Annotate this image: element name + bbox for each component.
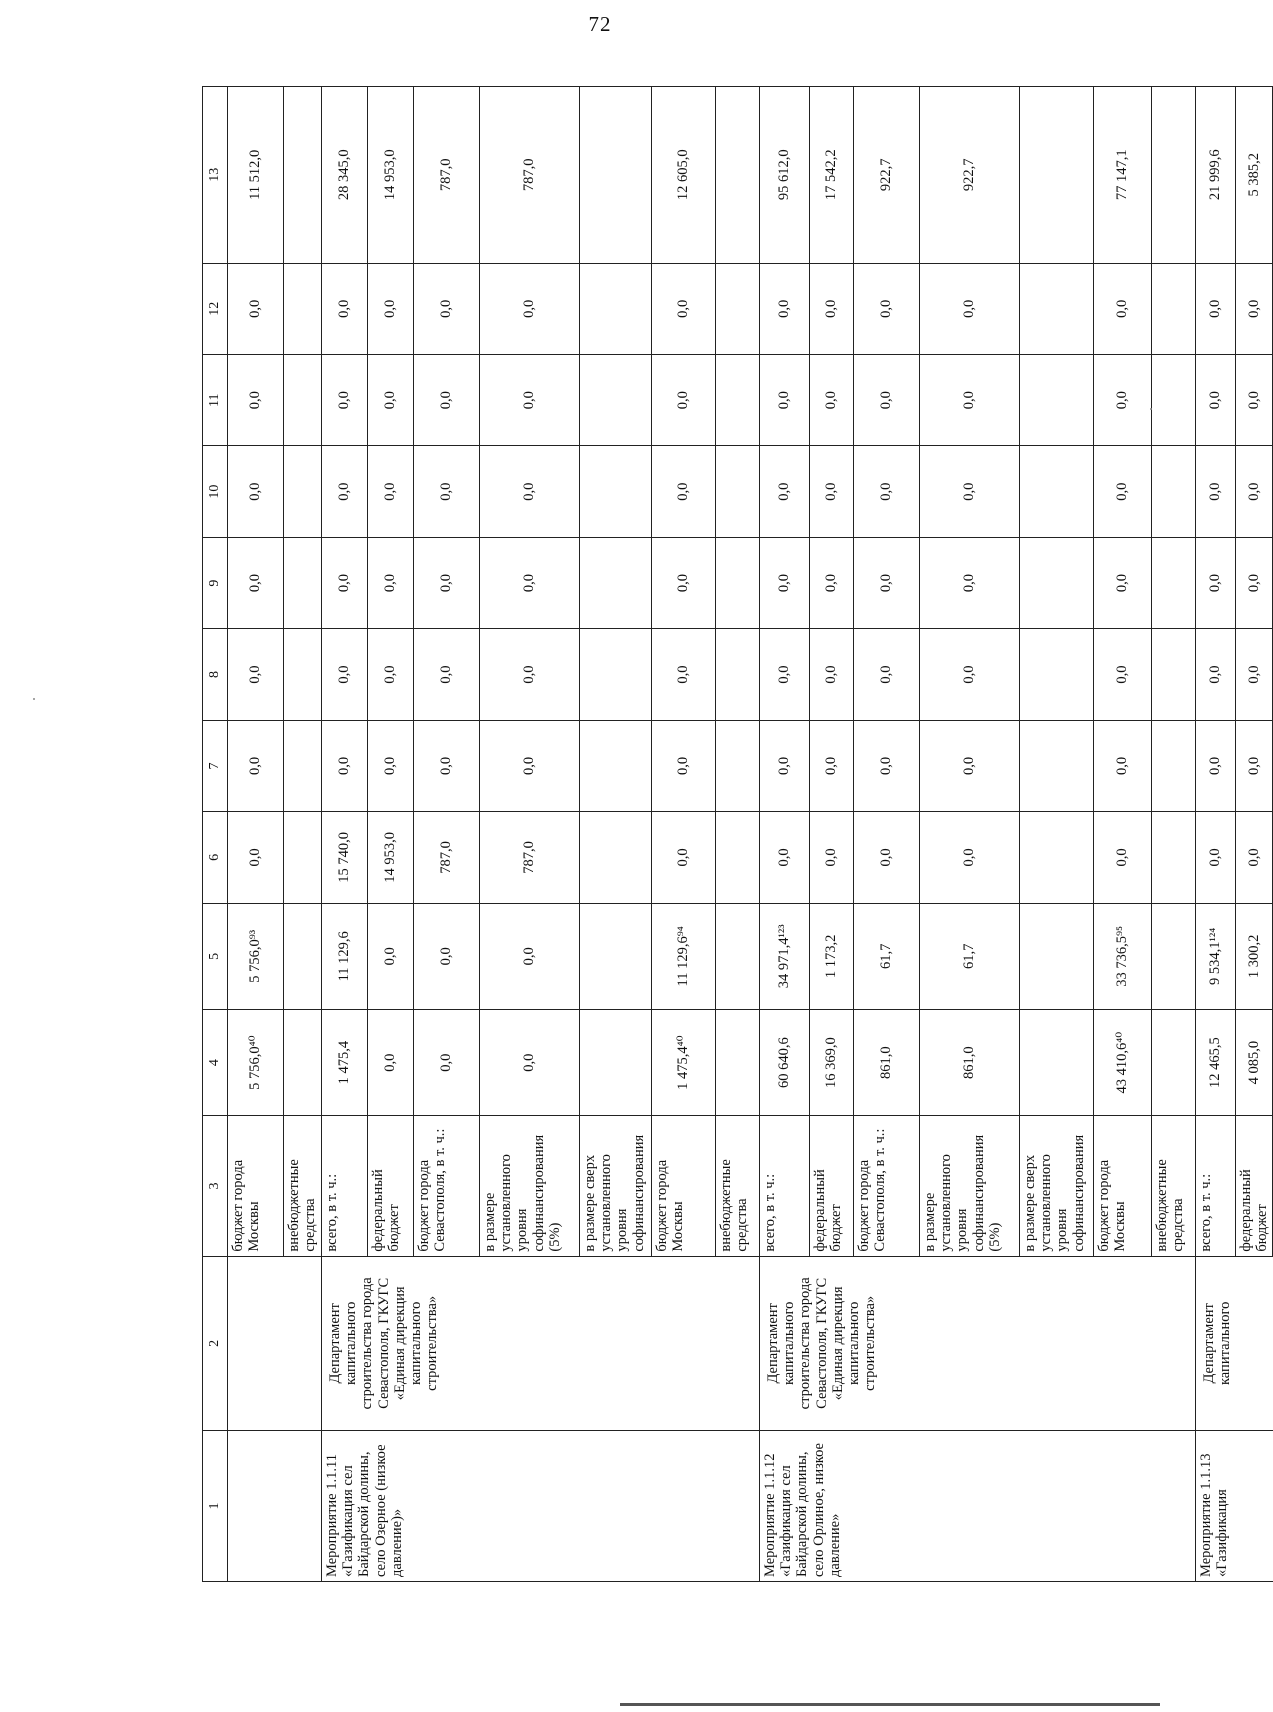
year-value-cell <box>1152 812 1196 903</box>
header-cell: 10 <box>203 446 228 537</box>
year-value-cell: 0,0 <box>228 263 284 354</box>
funding-source-cell: всего, в т. ч.: <box>1196 1116 1236 1256</box>
year-value-cell <box>284 263 322 354</box>
year-value-cell <box>1020 720 1094 811</box>
year-value-cell <box>716 1009 760 1115</box>
year-value-cell: 0,0 <box>414 537 480 628</box>
year-value-cell: 0,0 <box>480 720 580 811</box>
year-value-cell <box>284 1009 322 1115</box>
total-value-cell: 28 345,0 <box>322 87 368 264</box>
year-value-cell: 0,0 <box>920 537 1020 628</box>
year-value-cell <box>1152 629 1196 720</box>
year-value-cell <box>580 446 652 537</box>
year-value-cell: 0,0 <box>1236 537 1273 628</box>
year-value-cell: 0,0 <box>854 263 920 354</box>
year-value-cell: 0,0 <box>1196 720 1236 811</box>
year-value-cell: 0,0 <box>1196 263 1236 354</box>
year-value-cell: 0,0 <box>414 629 480 720</box>
year-value-cell <box>1020 812 1094 903</box>
year-value-cell: 0,0 <box>854 446 920 537</box>
rotated-table-container <box>202 86 1271 1582</box>
funding-source-cell: федеральный бюджет <box>1236 1116 1273 1256</box>
total-value-cell: 787,0 <box>414 87 480 264</box>
total-value-cell <box>1152 87 1196 264</box>
year-value-cell: 0,0 <box>1236 812 1273 903</box>
year-value-cell <box>716 355 760 446</box>
year-value-cell: 0,0 <box>480 446 580 537</box>
header-cell: 2 <box>203 1256 228 1430</box>
year-value-cell: 0,0 <box>414 263 480 354</box>
funding-source-cell: бюджет города Москвы <box>652 1116 716 1256</box>
year-value-cell: 1 173,2 <box>810 903 854 1009</box>
year-value-cell: 0,0 <box>1094 629 1152 720</box>
year-value-cell: 0,0 <box>1094 263 1152 354</box>
year-value-cell: 861,0 <box>920 1009 1020 1115</box>
total-value-cell <box>716 87 760 264</box>
year-value-cell: 0,0 <box>322 537 368 628</box>
year-value-cell: 0,0 <box>920 355 1020 446</box>
year-value-cell: 0,0 <box>1196 812 1236 903</box>
year-value-cell: 0,0 <box>368 903 414 1009</box>
year-value-cell: 9 534,1¹²⁴ <box>1196 903 1236 1009</box>
year-value-cell: 0,0 <box>368 263 414 354</box>
table-row <box>322 87 368 1582</box>
total-value-cell: 21 999,6 <box>1196 87 1236 264</box>
funding-source-cell: бюджет города Севастополя, в т. ч.: <box>414 1116 480 1256</box>
measure-name-cell <box>228 1431 322 1582</box>
header-cell: 12 <box>203 263 228 354</box>
year-value-cell: 0,0 <box>1236 720 1273 811</box>
year-value-cell: 787,0 <box>414 812 480 903</box>
year-value-cell: 0,0 <box>810 720 854 811</box>
responsible-executor-cell: Департамент капитального <box>1196 1256 1273 1430</box>
year-value-cell: 1 475,4⁴⁰ <box>652 1009 716 1115</box>
year-value-cell: 0,0 <box>368 629 414 720</box>
year-value-cell <box>716 537 760 628</box>
funding-source-cell: внебюджетные средства <box>1152 1116 1196 1256</box>
year-value-cell: 0,0 <box>1236 446 1273 537</box>
year-value-cell: 0,0 <box>760 263 810 354</box>
year-value-cell: 0,0 <box>760 812 810 903</box>
year-value-cell: 0,0 <box>480 537 580 628</box>
year-value-cell <box>284 355 322 446</box>
year-value-cell: 0,0 <box>480 263 580 354</box>
year-value-cell: 0,0 <box>322 446 368 537</box>
year-value-cell: 0,0 <box>228 446 284 537</box>
year-value-cell: 0,0 <box>760 355 810 446</box>
year-value-cell: 0,0 <box>322 720 368 811</box>
scan-speck <box>33 698 35 700</box>
year-value-cell <box>1020 263 1094 354</box>
year-value-cell: 0,0 <box>920 812 1020 903</box>
year-value-cell: 0,0 <box>228 812 284 903</box>
header-cell: 13 <box>203 87 228 264</box>
year-value-cell: 0,0 <box>228 629 284 720</box>
funding-source-cell: федеральный бюджет <box>810 1116 854 1256</box>
year-value-cell: 0,0 <box>368 355 414 446</box>
year-value-cell: 0,0 <box>368 446 414 537</box>
funding-source-cell: федеральный бюджет <box>368 1116 414 1256</box>
year-value-cell: 0,0 <box>228 537 284 628</box>
year-value-cell <box>284 903 322 1009</box>
year-value-cell: 0,0 <box>920 446 1020 537</box>
year-value-cell: 0,0 <box>368 720 414 811</box>
total-value-cell: 95 612,0 <box>760 87 810 264</box>
year-value-cell <box>1152 903 1196 1009</box>
year-value-cell <box>284 720 322 811</box>
year-value-cell: 34 971,4¹²³ <box>760 903 810 1009</box>
year-value-cell: 0,0 <box>760 629 810 720</box>
year-value-cell: 11 129,6 <box>322 903 368 1009</box>
year-value-cell: 11 129,6⁹⁴ <box>652 903 716 1009</box>
header-cell: 11 <box>203 355 228 446</box>
year-value-cell: 0,0 <box>480 903 580 1009</box>
year-value-cell: 0,0 <box>652 720 716 811</box>
year-value-cell: 0,0 <box>1094 446 1152 537</box>
year-value-cell <box>284 629 322 720</box>
funding-source-cell: внебюджетные средства <box>284 1116 322 1256</box>
year-value-cell: 0,0 <box>414 903 480 1009</box>
year-value-cell: 60 640,6 <box>760 1009 810 1115</box>
year-value-cell <box>1152 537 1196 628</box>
year-value-cell: 0,0 <box>1196 537 1236 628</box>
year-value-cell: 0,0 <box>414 720 480 811</box>
year-value-cell: 0,0 <box>1236 629 1273 720</box>
year-value-cell: 0,0 <box>920 720 1020 811</box>
year-value-cell: 0,0 <box>652 537 716 628</box>
year-value-cell: 0,0 <box>810 812 854 903</box>
year-value-cell: 861,0 <box>854 1009 920 1115</box>
year-value-cell: 0,0 <box>1196 446 1236 537</box>
funding-source-cell: в размере установленного уровня софинансирования (5%) <box>920 1116 1020 1256</box>
total-value-cell <box>1020 87 1094 264</box>
year-value-cell: 0,0 <box>854 355 920 446</box>
year-value-cell: 0,0 <box>652 446 716 537</box>
year-value-cell <box>716 720 760 811</box>
total-value-cell <box>580 87 652 264</box>
year-value-cell: 0,0 <box>480 1009 580 1115</box>
total-value-cell <box>284 87 322 264</box>
header-row <box>203 87 228 1582</box>
year-value-cell: 0,0 <box>760 537 810 628</box>
year-value-cell <box>1020 537 1094 628</box>
year-value-cell: 0,0 <box>1196 629 1236 720</box>
year-value-cell <box>1152 263 1196 354</box>
year-value-cell <box>580 263 652 354</box>
year-value-cell: 5 756,0⁴⁰ <box>228 1009 284 1115</box>
total-value-cell: 14 953,0 <box>368 87 414 264</box>
year-value-cell: 0,0 <box>480 355 580 446</box>
year-value-cell <box>580 537 652 628</box>
year-value-cell: 0,0 <box>1094 537 1152 628</box>
year-value-cell: 33 736,5⁹⁵ <box>1094 903 1152 1009</box>
total-value-cell: 922,7 <box>920 87 1020 264</box>
year-value-cell <box>716 446 760 537</box>
header-cell: 3 <box>203 1116 228 1256</box>
total-value-cell: 77 147,1 <box>1094 87 1152 264</box>
year-value-cell: 0,0 <box>810 629 854 720</box>
year-value-cell: 0,0 <box>854 537 920 628</box>
year-value-cell: 12 465,5 <box>1196 1009 1236 1115</box>
year-value-cell: 0,0 <box>652 812 716 903</box>
year-value-cell <box>580 1009 652 1115</box>
year-value-cell: 0,0 <box>652 263 716 354</box>
total-value-cell: 17 542,2 <box>810 87 854 264</box>
year-value-cell: 0,0 <box>854 812 920 903</box>
total-value-cell: 922,7 <box>854 87 920 264</box>
total-value-cell: 787,0 <box>480 87 580 264</box>
year-value-cell: 0,0 <box>810 263 854 354</box>
header-cell: 8 <box>203 629 228 720</box>
measure-name-cell: Мероприятие 1.1.12 «Газификация сел Байдарской долины, село Орлиное, низкое давление» <box>760 1431 1196 1582</box>
year-value-cell: 0,0 <box>652 629 716 720</box>
year-value-cell: 0,0 <box>760 720 810 811</box>
funding-source-cell: бюджет города Москвы <box>228 1116 284 1256</box>
year-value-cell <box>716 812 760 903</box>
year-value-cell <box>580 903 652 1009</box>
year-value-cell: 0,0 <box>414 446 480 537</box>
header-cell: 9 <box>203 537 228 628</box>
year-value-cell <box>1020 446 1094 537</box>
scan-edge-line <box>620 1703 1160 1706</box>
year-value-cell <box>580 629 652 720</box>
year-value-cell: 0,0 <box>1236 355 1273 446</box>
header-cell: 7 <box>203 720 228 811</box>
responsible-executor-cell <box>228 1256 322 1430</box>
year-value-cell <box>284 812 322 903</box>
year-value-cell: 0,0 <box>760 446 810 537</box>
page-number: 72 <box>588 12 612 36</box>
year-value-cell <box>716 629 760 720</box>
year-value-cell: 0,0 <box>368 1009 414 1115</box>
year-value-cell: 0,0 <box>810 355 854 446</box>
table-row <box>228 87 284 1582</box>
year-value-cell <box>1020 1009 1094 1115</box>
table-row <box>1196 87 1236 1582</box>
year-value-cell <box>716 263 760 354</box>
year-value-cell: 0,0 <box>228 720 284 811</box>
funding-source-cell: всего, в т. ч.: <box>322 1116 368 1256</box>
total-value-cell: 12 605,0 <box>652 87 716 264</box>
table-row <box>760 87 810 1582</box>
year-value-cell <box>580 720 652 811</box>
year-value-cell: 0,0 <box>228 355 284 446</box>
year-value-cell <box>284 537 322 628</box>
year-value-cell <box>1152 720 1196 811</box>
year-value-cell <box>1152 1009 1196 1115</box>
header-cell: 1 <box>203 1431 228 1582</box>
measure-name-cell: Мероприятие 1.1.13 «Газификация <box>1196 1431 1273 1582</box>
year-value-cell: 5 756,0⁹³ <box>228 903 284 1009</box>
year-value-cell <box>284 446 322 537</box>
budget-table <box>202 86 1273 1582</box>
responsible-executor-cell: Департамент капитального строительства города Севастополя, ГКУГС «Единая дирекция капитального строительства» <box>322 1256 760 1430</box>
funding-source-cell: всего, в т. ч.: <box>760 1116 810 1256</box>
funding-source-cell: в размере установленного уровня софинансирования (5%) <box>480 1116 580 1256</box>
year-value-cell: 0,0 <box>810 537 854 628</box>
year-value-cell <box>580 812 652 903</box>
year-value-cell: 1 475,4 <box>322 1009 368 1115</box>
year-value-cell <box>1152 446 1196 537</box>
funding-source-cell: бюджет города Севастополя, в т. ч.: <box>854 1116 920 1256</box>
scan-speck <box>1150 408 1152 410</box>
year-value-cell: 0,0 <box>414 355 480 446</box>
year-value-cell: 0,0 <box>1094 720 1152 811</box>
year-value-cell: 0,0 <box>322 355 368 446</box>
year-value-cell: 0,0 <box>652 355 716 446</box>
year-value-cell <box>1020 629 1094 720</box>
year-value-cell: 4 085,0 <box>1236 1009 1273 1115</box>
year-value-cell: 0,0 <box>322 263 368 354</box>
funding-source-cell: в размере сверх установленного уровня софинансирования <box>1020 1116 1094 1256</box>
year-value-cell: 0,0 <box>322 629 368 720</box>
year-value-cell: 0,0 <box>854 629 920 720</box>
year-value-cell: 1 300,2 <box>1236 903 1273 1009</box>
year-value-cell: 15 740,0 <box>322 812 368 903</box>
year-value-cell: 0,0 <box>480 629 580 720</box>
year-value-cell: 61,7 <box>920 903 1020 1009</box>
year-value-cell: 787,0 <box>480 812 580 903</box>
year-value-cell <box>1020 903 1094 1009</box>
header-cell: 6 <box>203 812 228 903</box>
funding-source-cell: в размере сверх установленного уровня софинансирования <box>580 1116 652 1256</box>
responsible-executor-cell: Департамент капитального строительства города Севастополя, ГКУГС «Единая дирекция капитального строительства» <box>760 1256 1196 1430</box>
year-value-cell: 0,0 <box>810 446 854 537</box>
measure-name-cell: Мероприятие 1.1.11 «Газификация сел Байдарской долины, село Озерное (низкое давление)» <box>322 1431 760 1582</box>
year-value-cell: 0,0 <box>1094 355 1152 446</box>
year-value-cell: 0,0 <box>1236 263 1273 354</box>
total-value-cell: 5 385,2 <box>1236 87 1273 264</box>
year-value-cell: 0,0 <box>368 537 414 628</box>
header-cell: 5 <box>203 903 228 1009</box>
year-value-cell: 0,0 <box>920 263 1020 354</box>
year-value-cell: 16 369,0 <box>810 1009 854 1115</box>
year-value-cell <box>1152 355 1196 446</box>
year-value-cell: 61,7 <box>854 903 920 1009</box>
header-cell: 4 <box>203 1009 228 1115</box>
year-value-cell: 43 410,6⁴⁰ <box>1094 1009 1152 1115</box>
year-value-cell: 0,0 <box>1094 812 1152 903</box>
year-value-cell: 0,0 <box>854 720 920 811</box>
year-value-cell <box>716 903 760 1009</box>
year-value-cell <box>580 355 652 446</box>
year-value-cell <box>1020 355 1094 446</box>
funding-source-cell: бюджет города Москвы <box>1094 1116 1152 1256</box>
year-value-cell: 14 953,0 <box>368 812 414 903</box>
year-value-cell: 0,0 <box>1196 355 1236 446</box>
funding-source-cell: внебюджетные средства <box>716 1116 760 1256</box>
year-value-cell: 0,0 <box>920 629 1020 720</box>
total-value-cell: 11 512,0 <box>228 87 284 264</box>
year-value-cell: 0,0 <box>414 1009 480 1115</box>
